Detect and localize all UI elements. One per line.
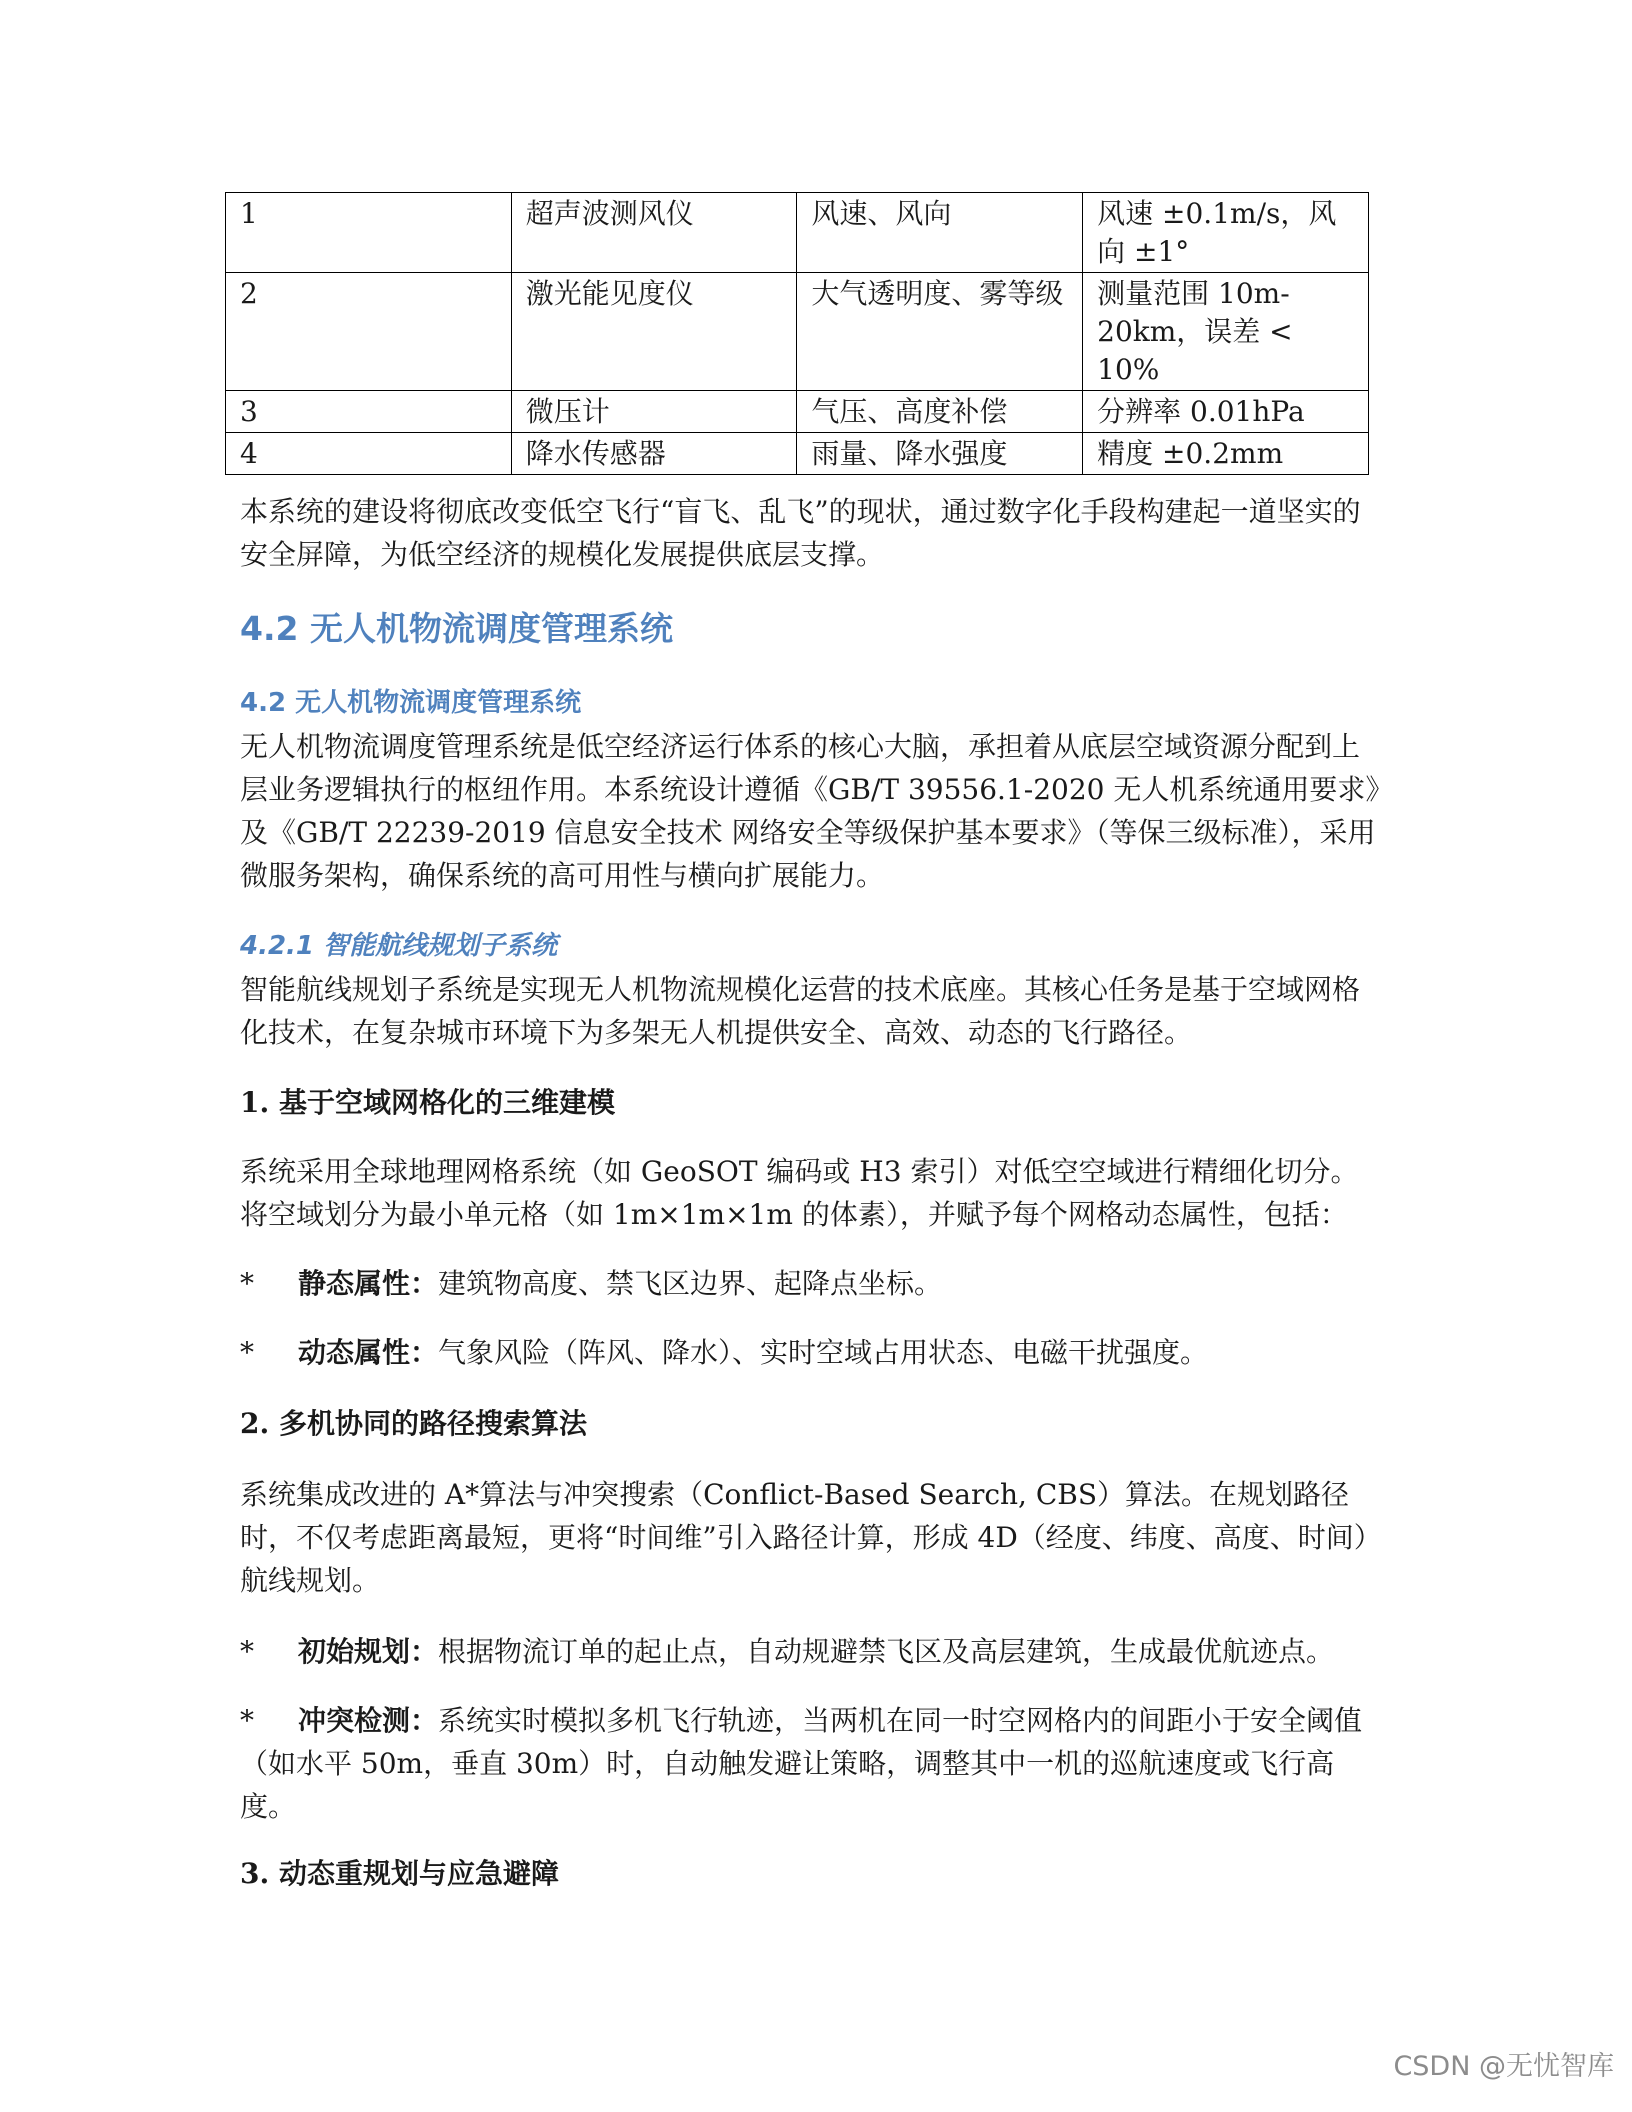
bullet-text: 气象风险（阵风、降水）、实时空域占用状态、电磁干扰强度。 [438,1336,1209,1369]
accuracy-cell: 风速 ±0.1m/s，风向 ±1° [1083,193,1369,273]
table-row [226,273,1369,391]
bullet-label: 动态属性： [298,1336,439,1369]
row-number-cell: 1 [226,193,512,273]
measurement-cell: 气压、高度补偿 [797,391,1083,433]
bullet-label: 冲突检测： [298,1704,439,1737]
bullet-text: 根据物流订单的起止点，自动规避禁飞区及高层建筑，生成最优航迹点。 [438,1635,1335,1668]
bullet-dynamic-attributes [240,1331,1380,1374]
item2-heading: 2. 多机协同的路径搜索算法 [240,1407,587,1440]
bullet-star: * [240,1635,254,1668]
bullet-static-attributes [240,1262,1380,1305]
measurement-cell: 风速、风向 [797,193,1083,273]
intro-paragraph: 本系统的建设将彻底改变低空飞行“盲飞、乱飞”的现状，通过数字化手段构建起一道坚实的安全屏障，为低空经济的规模化发展提供底层支撑。 [240,495,1361,571]
bullet-star: * [240,1336,254,1369]
bullet-text: 建筑物高度、禁飞区边界、起降点坐标。 [438,1267,943,1300]
table-row [226,391,1369,433]
item3-heading: 3. 动态重规划与应急避障 [240,1857,559,1890]
device-name-cell: 微压计 [511,391,797,433]
subsection-heading: 4.2 无人机物流调度管理系统 [240,688,582,718]
accuracy-cell: 测量范围 10m-20km，误差 < 10% [1083,273,1369,391]
accuracy-cell: 精度 ±0.2mm [1083,433,1369,475]
device-name-cell: 超声波测风仪 [511,193,797,273]
watermark: CSDN @无忧智库 [1393,2051,1614,2082]
item1-paragraph: 系统采用全球地理网格系统（如 GeoSOT 编码或 H3 索引）对低空空域进行精细化切分。将空域划分为最小单元格（如 1m×1m×1m 的体素），并赋予每个网格动态属性，包括： [240,1155,1359,1231]
table-row [226,193,1369,273]
device-name-cell: 激光能见度仪 [511,273,797,391]
measurement-cell: 雨量、降水强度 [797,433,1083,475]
item2-paragraph: 系统集成改进的 A*算法与冲突搜索（Conflict-Based Search, CBS）算法。在规划路径时，不仅考虑距离最短，更将“时间维”引入路径计算，形成 4D（经度、纬度、高度、时间）航线规划。 [240,1478,1368,1597]
row-number-cell: 2 [226,273,512,391]
item1-heading: 1. 基于空域网格化的三维建模 [240,1086,615,1119]
device-name-cell: 降水传感器 [511,433,797,475]
bullet-star: * [240,1267,254,1300]
bullet-conflict-detection [240,1699,1380,1828]
subsection-421-paragraph: 智能航线规划子系统是实现无人机物流规模化运营的技术底座。其核心任务是基于空域网格化技术，在复杂城市环境下为多架无人机提供安全、高效、动态的飞行路径。 [240,973,1361,1049]
subsection-421-heading: 4.2.1 智能航线规划子系统 [240,931,558,961]
bullet-label: 静态属性： [298,1267,439,1300]
section-paragraph: 无人机物流调度管理系统是低空经济运行体系的核心大脑，承担着从底层空域资源分配到上层业务逻辑执行的枢纽作用。本系统设计遵循《GB/T 39556.1-2020 无人机系统通用要求》及《GB/T 22239-2019 信息安全技术 网络安全等级保护基本要求》（等保三级标准），采用微服务架构，确保系统的高可用性与横向扩展能力。 [240,730,1380,892]
table-row [226,433,1369,475]
measurement-cell: 大气透明度、雾等级 [797,273,1083,391]
bullet-initial-planning [240,1630,1380,1673]
accuracy-cell: 分辨率 0.01hPa [1083,391,1369,433]
row-number-cell: 3 [226,391,512,433]
sensor-spec-table [225,192,1369,475]
section-heading: 4.2 无人机物流调度管理系统 [240,609,673,648]
bullet-text: 系统实时模拟多机飞行轨迹，当两机在同一时空网格内的间距小于安全阈值（如水平 50m，垂直 30m）时，自动触发避让策略，调整其中一机的巡航速度或飞行高度。 [240,1704,1363,1823]
bullet-star: * [240,1704,254,1737]
bullet-label: 初始规划： [298,1635,439,1668]
row-number-cell: 4 [226,433,512,475]
